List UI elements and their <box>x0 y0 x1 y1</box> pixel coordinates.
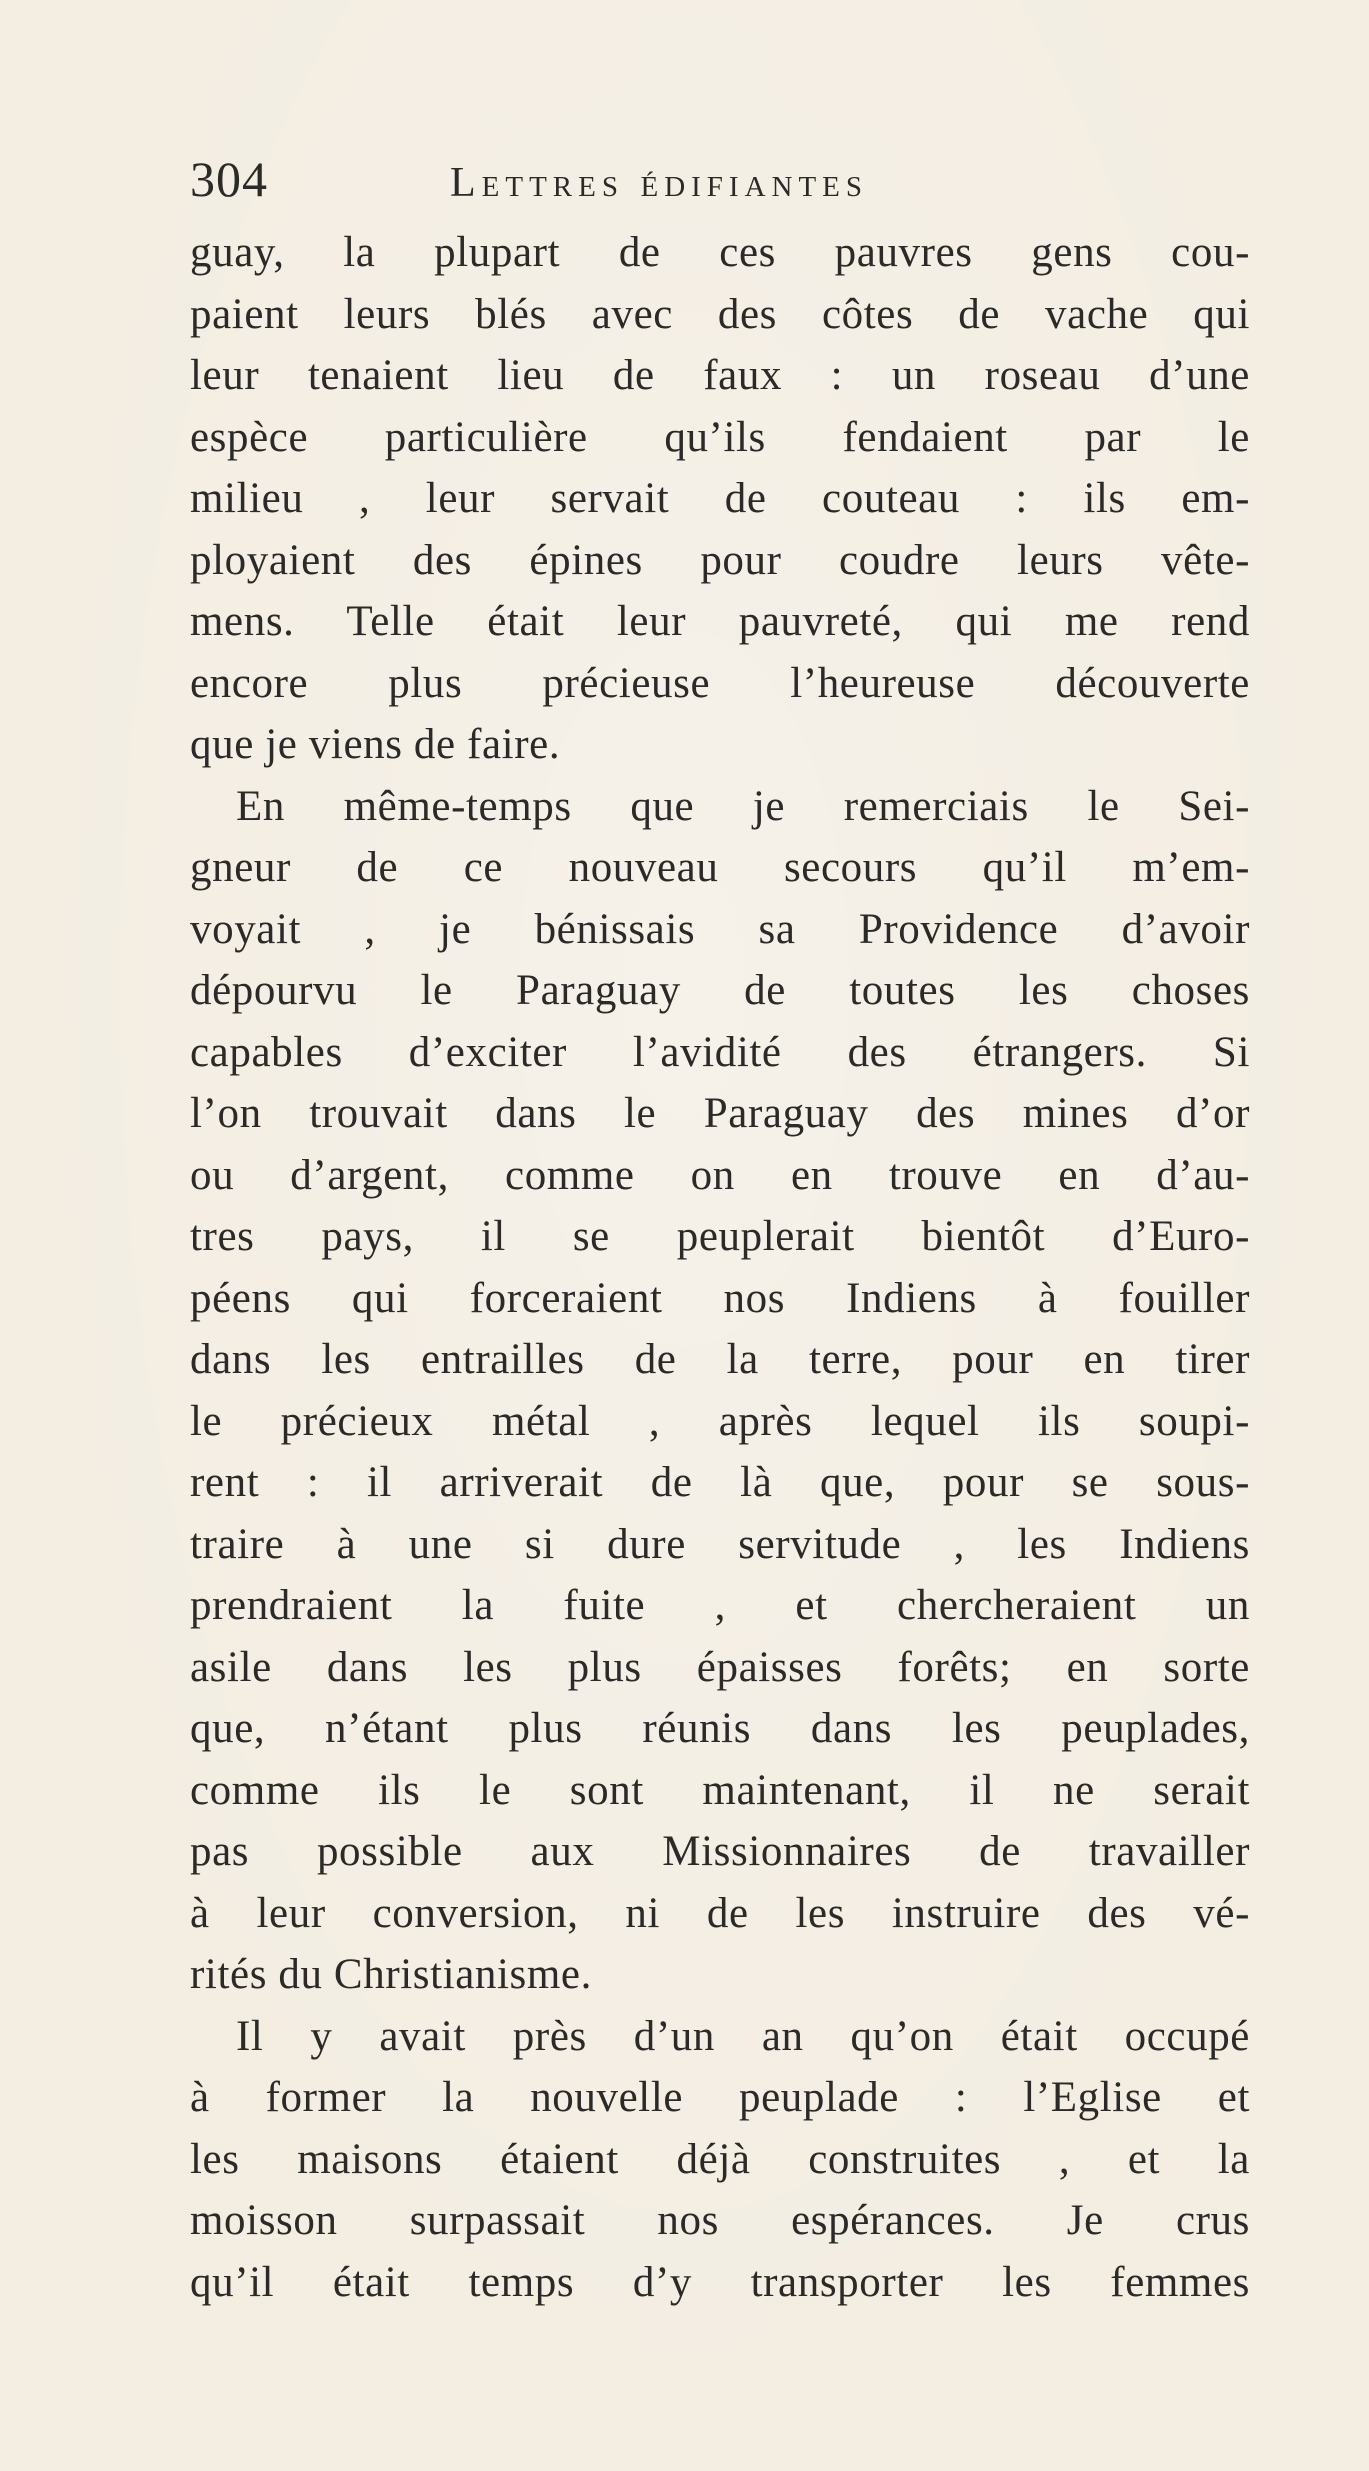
text-line: leur tenaient lieu de faux : un roseau d’une <box>190 352 1250 399</box>
body-text <box>190 222 1250 2313</box>
text-line: ployaient des épines pour coudre leurs vête- <box>190 536 1250 584</box>
text-line: espèce particulière qu’ils fendaient par le <box>190 413 1250 461</box>
text-line: que, n’étant plus réunis dans les peuplades, <box>190 1705 1250 1752</box>
text-line: dépourvu le Paraguay de toutes les choses <box>190 967 1250 1014</box>
text-line: moisson surpassait nos espérances. Je crus <box>190 2197 1250 2244</box>
text-line: asile dans les plus épaisses forêts; en sorte <box>190 1643 1250 1691</box>
text-line: mens. Telle était leur pauvreté, qui me rend <box>190 598 1250 645</box>
text-line: les maisons étaient déjà construites , et la <box>190 2135 1250 2183</box>
text-line: Il y avait près d’un an qu’on était occupé <box>236 2012 1250 2060</box>
text-line: que je viens de faire. <box>190 721 561 768</box>
text-line: rent : il arriverait de là que, pour se sous- <box>190 1459 1250 1506</box>
running-title: Lettres édifiantes <box>450 160 869 206</box>
text-line: rités du Christianisme. <box>190 1951 592 1998</box>
text-line: capables d’exciter l’avidité des étrangers. Si <box>190 1028 1250 1076</box>
text-line: encore plus précieuse l’heureuse découverte <box>190 659 1250 707</box>
running-head <box>190 150 1190 220</box>
text-line: traire à une si dure servitude , les Indiens <box>190 1520 1250 1568</box>
text-line: ou d’argent, comme on en trouve en d’au- <box>190 1151 1250 1199</box>
text-line: prendraient la fuite , et chercheraient un <box>190 1582 1250 1629</box>
text-line: milieu , leur servait de couteau : ils em- <box>190 475 1250 522</box>
text-line: tres pays, il se peuplerait bientôt d’Euro- <box>190 1213 1250 1260</box>
page-number: 304 <box>190 151 268 207</box>
text-line: En même-temps que je remerciais le Sei- <box>236 782 1250 830</box>
text-line: qu’il était temps d’y transporter les femmes <box>190 2258 1250 2306</box>
text-line: voyait , je bénissais sa Providence d’avoir <box>190 905 1250 953</box>
text-line: dans les entrailles de la terre, pour en tirer <box>190 1336 1250 1383</box>
text-line: gneur de ce nouveau secours qu’il m’em- <box>190 844 1250 891</box>
text-line: l’on trouvait dans le Paraguay des mines d’or <box>190 1090 1250 1137</box>
text-line: guay, la plupart de ces pauvres gens cou- <box>190 229 1250 276</box>
text-line: pas possible aux Missionnaires de travailler <box>190 1828 1250 1875</box>
text-line: à former la nouvelle peuplade : l’Eglise et <box>190 2074 1250 2121</box>
text-line: paient leurs blés avec des côtes de vache qui <box>190 290 1250 338</box>
text-line: péens qui forceraient nos Indiens à fouiller <box>190 1274 1250 1322</box>
text-line: le précieux métal , après lequel ils soupi- <box>190 1397 1250 1445</box>
text-line: à leur conversion, ni de les instruire des vé- <box>190 1889 1250 1937</box>
text-line: comme ils le sont maintenant, il ne serait <box>190 1766 1250 1814</box>
